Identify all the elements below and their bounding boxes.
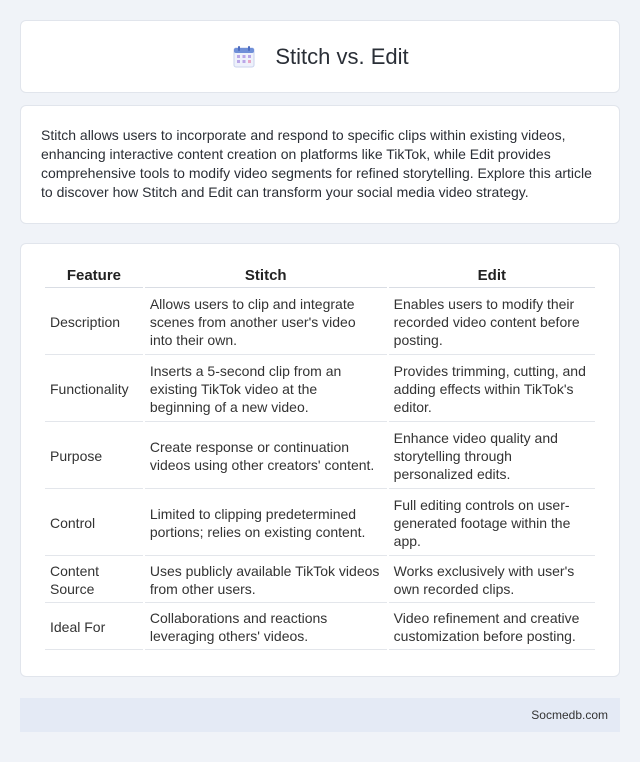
table-header-row [45,266,595,288]
title-wrap [231,44,408,70]
stitch-cell: Allows users to clip and integrate scenes from another user's video into their own. [145,290,387,355]
page-title: Stitch vs. Edit [275,43,409,69]
intro-card [20,105,620,224]
header-feature: Feature [45,266,143,288]
comparison-card [20,243,620,677]
edit-cell: Works exclusively with user's own recorded clips. [389,558,595,603]
edit-cell: Enables users to modify their recorded video content before posting. [389,290,595,355]
feature-cell: Control [45,491,143,556]
intro-paragraph: Stitch allows users to incorporate and respond to specific clips within existing videos, enhancing interactive content creation on platforms like TikTok, while Edit provides comprehensive tools to modify video segments for refined storytelling. Explore this article to discover how Stitch and Edit can transform your social media video strategy. [41,127,592,200]
feature-cell: Content Source [45,558,143,603]
edit-cell: Provides trimming, cutting, and adding effects within TikTok's editor. [389,357,595,422]
stitch-cell: Create response or continuation videos using other creators' content. [145,424,387,489]
table-row [45,357,595,422]
table-row [45,290,595,355]
feature-cell: Purpose [45,424,143,489]
comparison-table [43,264,597,652]
calendar-icon [231,44,257,70]
edit-cell: Enhance video quality and storytelling through personalized edits. [389,424,595,489]
table-row [45,558,595,603]
header-edit: Edit [389,266,595,288]
stitch-cell: Collaborations and reactions leveraging others' videos. [145,605,387,650]
edit-cell: Video refinement and creative customization before posting. [389,605,595,650]
stitch-cell: Limited to clipping predetermined portions; relies on existing content. [145,491,387,556]
header-stitch: Stitch [145,266,387,288]
feature-cell: Ideal For [45,605,143,650]
table-row [45,424,595,489]
feature-cell: Description [45,290,143,355]
footer-bar [20,698,620,732]
title-card [20,20,620,93]
footer-site-link[interactable]: Socmedb.com [531,708,608,722]
table-row [45,491,595,556]
table-row [45,605,595,650]
stitch-cell: Uses publicly available TikTok videos from other users. [145,558,387,603]
stitch-cell: Inserts a 5-second clip from an existing TikTok video at the beginning of a new video. [145,357,387,422]
feature-cell: Functionality [45,357,143,422]
edit-cell: Full editing controls on user-generated footage within the app. [389,491,595,556]
